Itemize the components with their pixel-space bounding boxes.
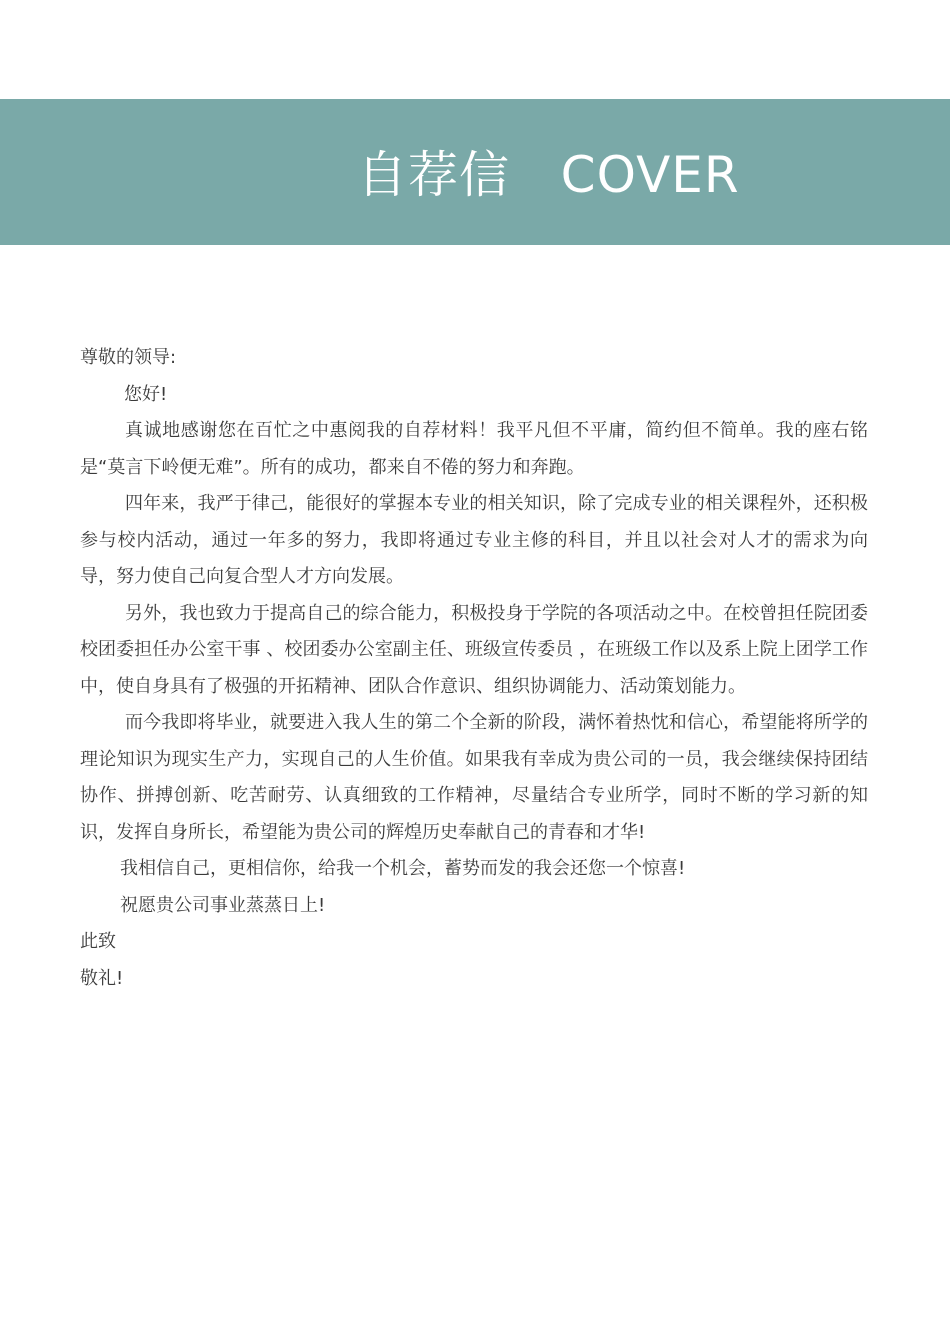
closing-line-2: 祝愿贵公司事业蒸蒸日上! [120, 894, 326, 916]
closing-line-1: 我相信自己，更相信你，给我一个机会，蓄势而发的我会还您一个惊喜! [120, 858, 686, 879]
greeting: 您好! [124, 383, 168, 405]
salutation: 尊敬的领导: [80, 347, 177, 368]
paragraph-3: 另外，我也致力于提高自己的综合能力，积极投身于学院的各项活动之中。在校曾担任院团委校团委担任办公室干事 、校团委办公室副主任、班级宣传委员 ，在班级工作以及系上院上团学工作中，使自身具有了极强的开拓精神、团队合作意识、组织协调能力、活动策划能力。 [80, 602, 868, 697]
paragraph-1: 真诚地感谢您在百忙之中惠阅我的自荐材料！我平凡但不平庸，简约但不简单。我的座右铭是“莫言下岭便无难”。所有的成功，都来自不倦的努力和奔跑。 [80, 420, 868, 478]
sign-off-1: 此致 [80, 931, 116, 952]
page-title: 自荐信 COVER [357, 146, 740, 204]
paragraph-4: 而今我即将毕业，就要进入我人生的第二个全新的阶段，满怀着热忱和信心，希望能将所学的理论知识为现实生产力，实现自己的人生价值。如果我有幸成为贵公司的一员，我会继续保持团结协作、拼搏创新、吃苦耐劳、认真细致的工作精神，尽量结合专业所学，同时不断的学习新的知识，发挥自身所长，希望能为贵公司的辉煌历史奉献自己的青春和才华! [80, 712, 868, 843]
paragraph-2: 四年来，我严于律己，能很好的掌握本专业的相关知识，除了完成专业的相关课程外，还积极参与校内活动，通过一年多的努力，我即将通过专业主修的科目，并且以社会对人才的需求为向导，努力使自己向复合型人才方向发展。 [80, 493, 868, 587]
sign-off-2: 敬礼! [80, 967, 124, 989]
letter-body [80, 340, 868, 997]
